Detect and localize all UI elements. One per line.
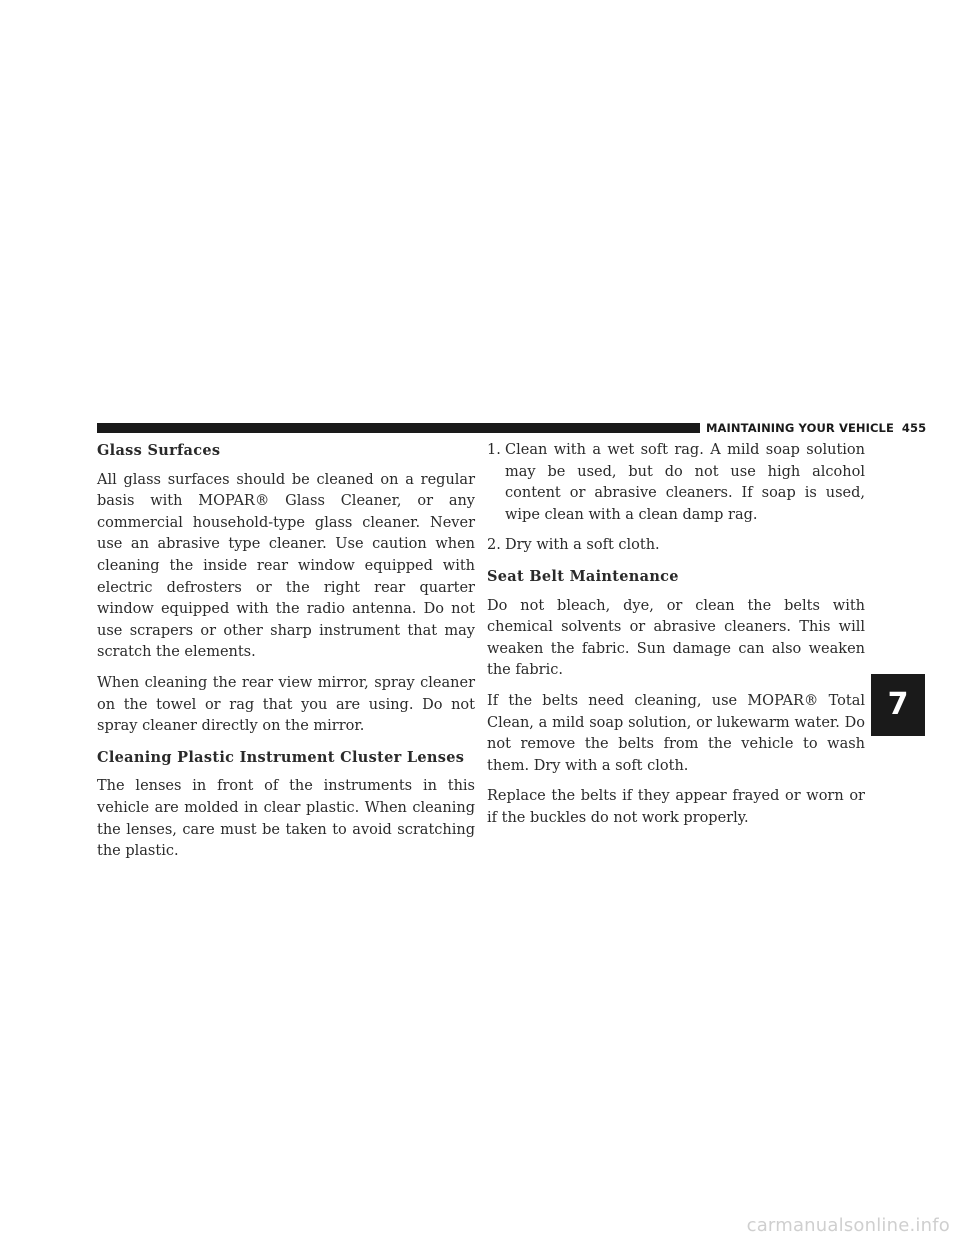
- list-item: [487, 440, 865, 526]
- watermark: carmanualsonline.info: [746, 1215, 950, 1236]
- running-header: [700, 418, 952, 438]
- right-column: [487, 440, 865, 839]
- cleaning-steps-list: [487, 440, 865, 557]
- list-item: [487, 535, 865, 557]
- belt-paragraph-2: If the belts need cleaning, use MOPAR® Total Clean, a mild soap solution, or lukewarm water. Do not remove the belts from the vehicle to wash them. Dry with a soft cloth.: [487, 692, 865, 774]
- step-number: 1.: [487, 442, 501, 458]
- step-number: 2.: [487, 537, 501, 554]
- lens-cleaning-heading: Cleaning Plastic Instrument Cluster Lenses: [97, 748, 465, 766]
- belt-paragraph-1: Do not bleach, dye, or clean the belts with chemical solvents or abrasive cleaners. This will weaken the fabric. Sun damage can also weaken the fabric.: [487, 597, 865, 679]
- step-text: Dry with a soft cloth.: [505, 537, 660, 554]
- glass-surfaces-heading: Glass Surfaces: [97, 442, 221, 459]
- chapter-tab: 7: [871, 674, 925, 736]
- glass-paragraph-1: All glass surfaces should be cleaned on a regular basis with MOPAR® Glass Cleaner, or any commercial household-type glass cleaner. Never use an abrasive type cleaner. Use caution when cleaning the inside rear window equipped with electric defrosters or the right rear quarter window equipped with the radio antenna. Do not use scrapers or other sharp instrument that may scratch the elements.: [97, 471, 475, 661]
- page-number: 455: [901, 421, 927, 435]
- step-text: Clean with a wet soft rag. A mild soap solution may be used, but do not use high alcohol content or abrasive cleaners. If soap is used, wipe clean with a clean damp rag.: [505, 442, 865, 523]
- lens-paragraph-1: The lenses in front of the instruments in this vehicle are molded in clear plastic. When cleaning the lenses, care must be taken to avoid scratching the plastic.: [97, 778, 475, 860]
- seat-belt-heading: Seat Belt Maintenance: [487, 567, 679, 585]
- section-title: MAINTAINING YOUR VEHICLE: [706, 421, 894, 435]
- left-column: [97, 440, 475, 872]
- belt-paragraph-3: Replace the belts if they appear frayed or worn or if the buckles do not work properly.: [487, 788, 865, 826]
- glass-paragraph-2: When cleaning the rear view mirror, spray cleaner on the towel or rag that you are using. Do not spray cleaner directly on the mirror.: [97, 674, 475, 735]
